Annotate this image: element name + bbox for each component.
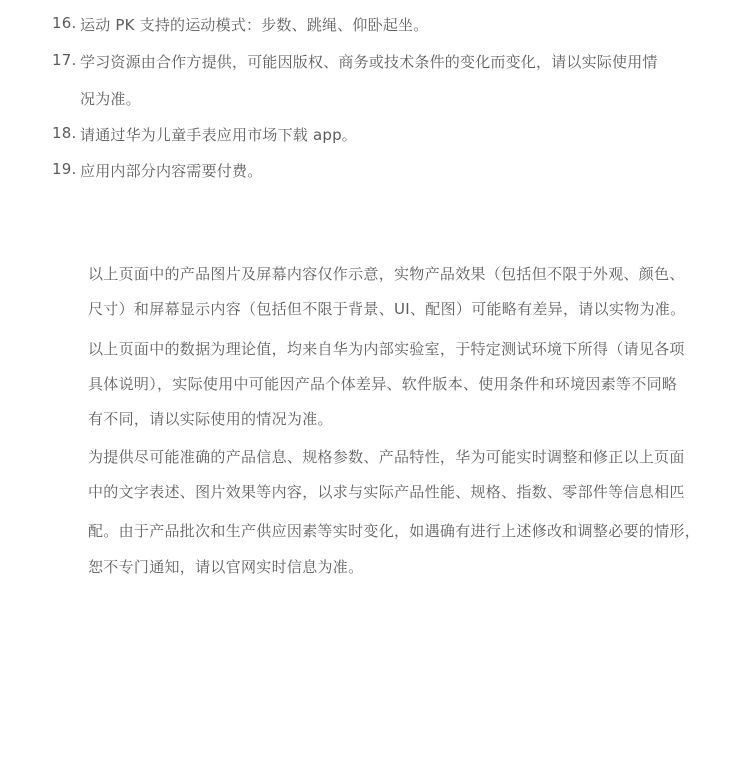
disclaimer-line: 以上页面中的数据为理论值，均来自华为内部实验室，于特定测试环境下所得（请见各项 — [88, 340, 685, 358]
note-number: 16. — [52, 14, 77, 32]
note-text-continued: 况为准。 — [80, 90, 141, 108]
disclaimer-line: 恕不专门通知，请以官网实时信息为准。 — [88, 558, 364, 576]
disclaimer-line: 具体说明），实际使用中可能因产品个体差异、软件版本、使用条件和环境因素等不同略 — [88, 375, 678, 393]
note-text: 应用内部分内容需要付费。 — [80, 162, 263, 180]
note-number: 19. — [52, 160, 77, 178]
note-text: 运动 PK 支持的运动模式：步数、跳绳、仰卧起坐。 — [80, 16, 429, 34]
note-text: 请通过华为儿童手表应用市场下载 app。 — [80, 126, 358, 144]
note-number: 18. — [52, 124, 77, 142]
disclaimer-line: 配。由于产品批次和生产供应因素等实时变化，如遇确有进行上述修改和调整必要的情形， — [88, 522, 701, 540]
note-text: 学习资源由合作方提供，可能因版权、商务或技术条件的变化而变化，请以实际使用情 — [80, 53, 658, 71]
disclaimer-line: 为提供尽可能准确的产品信息、规格参数、产品特性，华为可能实时调整和修正以上页面 — [88, 448, 685, 466]
disclaimer-line: 中的文字表述、图片效果等内容，以求与实际产品性能、规格、指数、零部件等信息相匹 — [88, 483, 685, 501]
disclaimer-line: 尺寸）和屏幕显示内容（包括但不限于背景、UI、配图）可能略有差异，请以实物为准。 — [88, 300, 686, 318]
note-number: 17. — [52, 51, 77, 69]
disclaimer-line: 以上页面中的产品图片及屏幕内容仅作示意，实物产品效果（包括但不限于外观、颜色、 — [88, 265, 685, 283]
disclaimer-line: 有不同，请以实际使用的情况为准。 — [88, 410, 333, 428]
